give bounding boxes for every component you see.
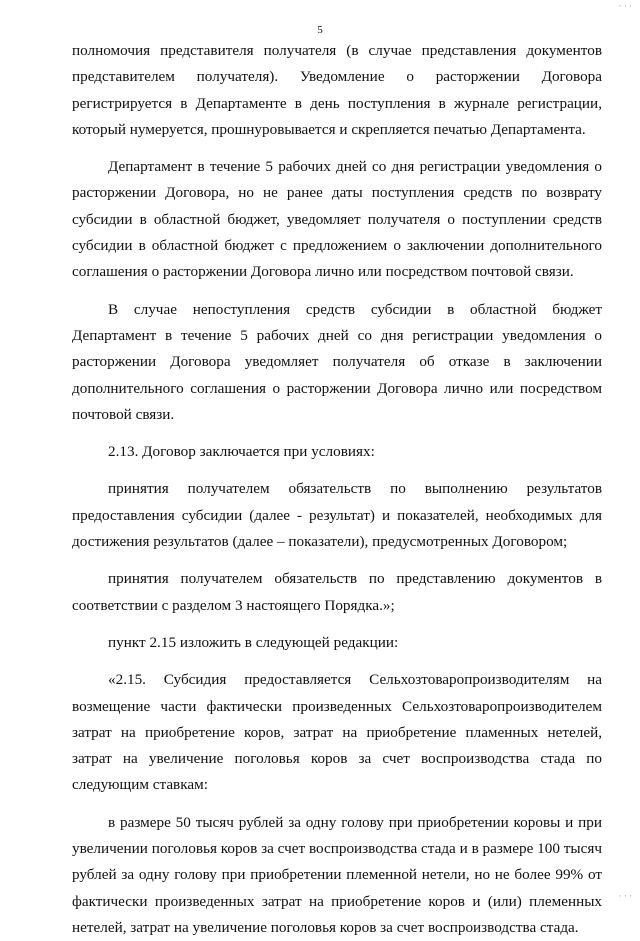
page-number: 5 xyxy=(317,24,323,36)
paragraph-condition-results: принятия получателем обязательств по выполнению результатов предоставления субсидии (далее - результат) и показателей, необходимых для достижения результатов (далее – показатели), предусмотренных Договором; xyxy=(72,480,602,551)
corner-scan-mark-bottom: · · · xyxy=(618,891,632,901)
paragraph-non-receipt: В случае непоступления средств субсидии в областной бюджет Департамент в течение 5 рабочих дней со дня регистрации уведомления о расторжении Договора уведомляет получателя об отказе в заключении дополнительного соглашения о расторжении Договора лично или посредством почтовой связи. xyxy=(72,300,602,423)
document-body xyxy=(72,38,602,941)
paragraph-rates: в размере 50 тысяч рублей за одну голову при приобретении коровы и при увеличении поголовья коров за счет воспроизводства стада и в размере 100 тысяч рублей за одну голову при приобретении племенной нетели, но не более 99% от фактически произведенных затрат на приобретение коров и (или) племенных нетелей, затрат на увеличение поголовья коров за счет воспроизводства стада. xyxy=(72,813,602,936)
paragraph-department-notice: Департамент в течение 5 рабочих дней со дня регистрации уведомления о расторжении Договора, но не ранее даты поступления средств по возврату субсидии в областной бюджет, уведомляет получателя о поступлении средств субсидии в областной бюджет с предложением о заключении дополнительного соглашения о расторжении Договора лично или посредством почтовой связи. xyxy=(72,158,602,281)
paragraph-condition-documents: принятия получателем обязательств по представлению документов в соответствии с разделом 3 настоящего Порядка.»; xyxy=(72,570,602,614)
paragraph-continuation: полномочия представителя получателя (в случае представления документов представителем получателя). Уведомление о расторжении Договора регистрируется в Департаменте в день поступления в журнале регистрации, который нумеруется, прошнуровывается и скрепляется печатью Департамента. xyxy=(72,42,602,138)
paragraph-2-13-heading: 2.13. Договор заключается при условиях: xyxy=(108,443,375,461)
paragraph-2-15-intro: пункт 2.15 изложить в следующей редакции: xyxy=(108,633,399,651)
corner-scan-mark-top: · · · xyxy=(618,1,632,11)
paragraph-2-15-text: «2.15. Субсидия предоставляется Сельхозтоваропроизводителям на возмещение части фактически произведенных Сельхозтоваропроизводителем затрат на приобретение коров, затрат на приобретение пламенных нетелей, затрат на увеличение поголовья коров за счет воспроизводства стада по следующим ставкам: xyxy=(72,671,602,794)
